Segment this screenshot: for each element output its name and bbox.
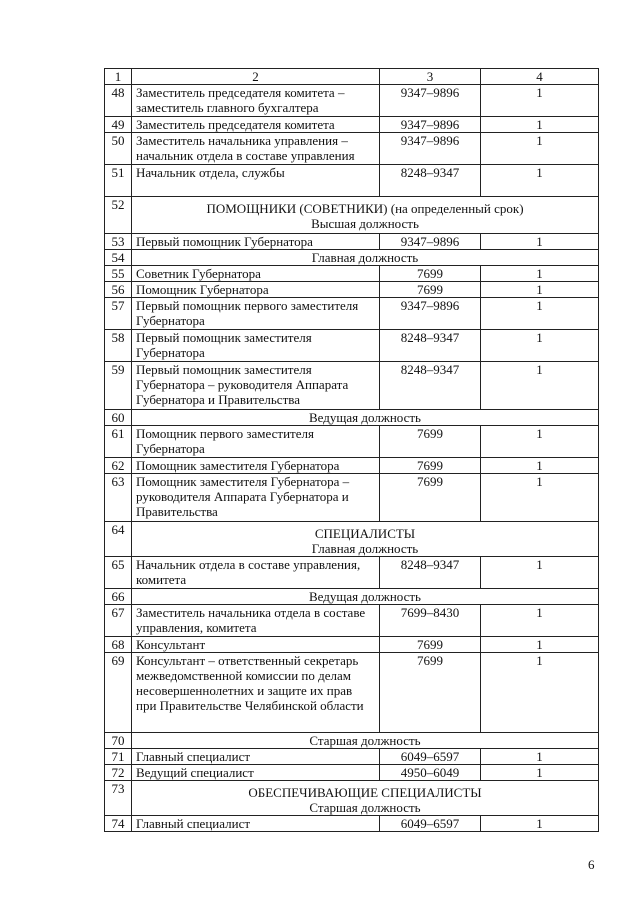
position-count: 1 [481, 266, 599, 282]
position-count: 1 [481, 557, 599, 589]
section-row [105, 522, 599, 557]
row-number: 49 [105, 117, 132, 133]
table-row [105, 234, 599, 250]
position-name: Первый помощник Губернатора [132, 234, 380, 250]
salary-range: 9347–9896 [380, 234, 481, 250]
row-number: 53 [105, 234, 132, 250]
row-number: 61 [105, 426, 132, 458]
table-row [105, 330, 599, 362]
salary-range: 7699 [380, 474, 481, 522]
salary-range: 7699 [380, 458, 481, 474]
salary-range: 8248–9347 [380, 362, 481, 410]
row-number: 48 [105, 85, 132, 117]
row-number: 59 [105, 362, 132, 410]
salary-range: 7699–8430 [380, 605, 481, 637]
row-number: 64 [105, 522, 132, 557]
salary-range: 7699 [380, 266, 481, 282]
salary-range: 4950–6049 [380, 765, 481, 781]
section-title: ОБЕСПЕЧИВАЮЩИЕ СПЕЦИАЛИСТЫ [248, 785, 482, 800]
position-count: 1 [481, 298, 599, 330]
position-count: 1 [481, 816, 599, 832]
table-row [105, 133, 599, 165]
position-name: Заместитель председателя комитета [132, 117, 380, 133]
positions-table [104, 68, 599, 832]
salary-range: 9347–9896 [380, 298, 481, 330]
section-title: ПОМОЩНИКИ (СОВЕТНИКИ) (на определенный срок) [206, 201, 524, 216]
position-name: Помощник заместителя Губернатора [132, 458, 380, 474]
row-number: 71 [105, 749, 132, 765]
position-name: Консультант – ответственный секретарь межведомственной комиссии по делам несовершеннолетних и защите их прав при Правительстве Челябинской области [132, 653, 380, 733]
salary-range: 9347–9896 [380, 133, 481, 165]
group-title: Ведущая должность [132, 589, 599, 605]
salary-range: 8248–9347 [380, 165, 481, 197]
table-row [105, 117, 599, 133]
row-number: 60 [105, 410, 132, 426]
position-name: Ведущий специалист [132, 765, 380, 781]
position-count: 1 [481, 653, 599, 733]
salary-range: 8248–9347 [380, 330, 481, 362]
row-number: 57 [105, 298, 132, 330]
group-row [105, 589, 599, 605]
section-cell [132, 522, 599, 557]
salary-range: 7699 [380, 282, 481, 298]
row-number: 72 [105, 765, 132, 781]
position-name: Главный специалист [132, 816, 380, 832]
row-number: 52 [105, 197, 132, 234]
header-cell-3: 3 [380, 69, 481, 85]
table-row [105, 605, 599, 637]
position-count: 1 [481, 85, 599, 117]
table-row [105, 282, 599, 298]
section-cell [132, 781, 599, 816]
position-name: Помощник Губернатора [132, 282, 380, 298]
position-name: Главный специалист [132, 749, 380, 765]
position-name: Первый помощник заместителя Губернатора [132, 330, 380, 362]
section-cell [132, 197, 599, 234]
section-subtitle: Высшая должность [311, 216, 419, 231]
header-cell-1: 1 [105, 69, 132, 85]
row-number: 63 [105, 474, 132, 522]
position-name: Помощник первого заместителя Губернатора [132, 426, 380, 458]
position-count: 1 [481, 458, 599, 474]
section-title: СПЕЦИАЛИСТЫ [314, 526, 416, 541]
position-name: Начальник отдела в составе управления, комитета [132, 557, 380, 589]
group-title: Главная должность [132, 250, 599, 266]
table-row [105, 653, 599, 733]
table-row [105, 362, 599, 410]
position-count: 1 [481, 426, 599, 458]
position-name: Консультант [132, 637, 380, 653]
group-row [105, 733, 599, 749]
position-count: 1 [481, 117, 599, 133]
table-row [105, 749, 599, 765]
table-row [105, 165, 599, 197]
position-name: Помощник заместителя Губернатора – руководителя Аппарата Губернатора и Правительства [132, 474, 380, 522]
table-row [105, 298, 599, 330]
position-count: 1 [481, 282, 599, 298]
position-name: Заместитель начальника отдела в составе управления, комитета [132, 605, 380, 637]
row-number: 68 [105, 637, 132, 653]
table-row [105, 266, 599, 282]
row-number: 62 [105, 458, 132, 474]
salary-range: 7699 [380, 637, 481, 653]
position-count: 1 [481, 765, 599, 781]
group-row [105, 410, 599, 426]
table-row [105, 816, 599, 832]
row-number: 73 [105, 781, 132, 816]
header-cell-4: 4 [481, 69, 599, 85]
row-number: 51 [105, 165, 132, 197]
position-count: 1 [481, 749, 599, 765]
position-count: 1 [481, 637, 599, 653]
position-count: 1 [481, 474, 599, 522]
salary-range: 6049–6597 [380, 816, 481, 832]
group-row [105, 250, 599, 266]
row-number: 67 [105, 605, 132, 637]
table-row [105, 765, 599, 781]
header-cell-2: 2 [132, 69, 380, 85]
row-number: 65 [105, 557, 132, 589]
group-title: Старшая должность [132, 733, 599, 749]
row-number: 56 [105, 282, 132, 298]
row-number: 74 [105, 816, 132, 832]
salary-range: 6049–6597 [380, 749, 481, 765]
section-row [105, 197, 599, 234]
position-count: 1 [481, 330, 599, 362]
table-row [105, 557, 599, 589]
table-row [105, 637, 599, 653]
table-row [105, 474, 599, 522]
position-count: 1 [481, 362, 599, 410]
salary-range: 7699 [380, 653, 481, 733]
row-number: 55 [105, 266, 132, 282]
position-name: Первый помощник заместителя Губернатора – руководителя Аппарата Губернатора и Правительства [132, 362, 380, 410]
row-number: 70 [105, 733, 132, 749]
page-number: 6 [588, 857, 595, 872]
table-row [105, 458, 599, 474]
salary-range: 8248–9347 [380, 557, 481, 589]
row-number: 50 [105, 133, 132, 165]
table-row [105, 85, 599, 117]
header-row [105, 69, 599, 85]
table-row [105, 426, 599, 458]
position-name: Первый помощник первого заместителя Губернатора [132, 298, 380, 330]
salary-range: 9347–9896 [380, 85, 481, 117]
position-count: 1 [481, 133, 599, 165]
position-name: Заместитель начальника управления – начальник отдела в составе управления [132, 133, 380, 165]
position-name: Заместитель председателя комитета – заместитель главного бухгалтера [132, 85, 380, 117]
section-row [105, 781, 599, 816]
position-name: Советник Губернатора [132, 266, 380, 282]
row-number: 69 [105, 653, 132, 733]
salary-range: 9347–9896 [380, 117, 481, 133]
section-subtitle: Главная должность [311, 541, 419, 556]
row-number: 54 [105, 250, 132, 266]
position-count: 1 [481, 165, 599, 197]
row-number: 58 [105, 330, 132, 362]
position-count: 1 [481, 234, 599, 250]
salary-range: 7699 [380, 426, 481, 458]
position-count: 1 [481, 605, 599, 637]
section-subtitle: Старшая должность [309, 800, 421, 815]
position-name: Начальник отдела, службы [132, 165, 380, 197]
group-title: Ведущая должность [132, 410, 599, 426]
row-number: 66 [105, 589, 132, 605]
